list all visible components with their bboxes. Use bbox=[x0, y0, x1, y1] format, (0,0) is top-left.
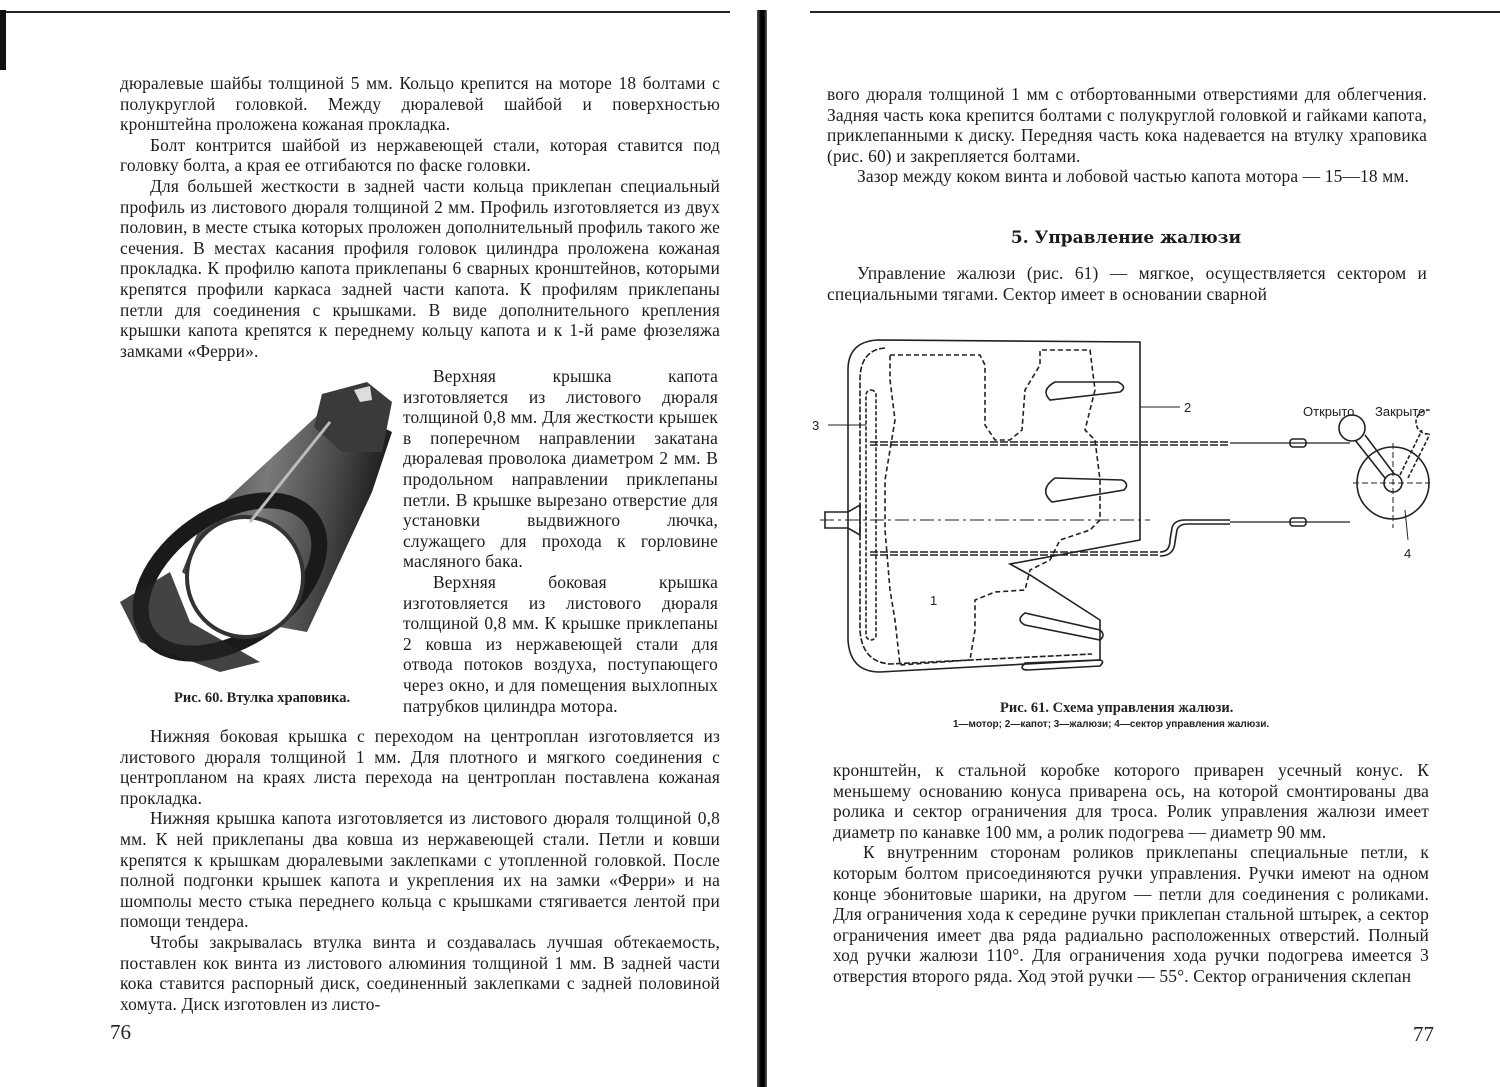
paragraph: дюралевые шайбы толщиной 5 мм. Кольцо крепится на моторе 18 болтами с полукруглой головкой. Между дюралевой шайбой и поверхностью кронштейна проложена кожаная прокладка. bbox=[120, 73, 720, 135]
figure-61-shutter-control-diagram bbox=[810, 330, 1430, 690]
paragraph: Болт контрится шайбой из нержавеющей стали, которая ставится под головку болта, а края ее отгибаются по фаске головки. bbox=[120, 134, 720, 176]
page-number-right: 77 bbox=[1413, 1022, 1434, 1046]
label-shutters: 3 bbox=[812, 418, 820, 433]
paragraph: кронштейн, к стальной коробке которого приварен усечный конус. К меньшему основанию конуса приварена ось, на которой смонтированы два ролика и сектор ограничения для троса. Ролик управления жалюзи имеет диаметр по канавке 100 мм, а ролик подогрева — диаметр 90 мм. bbox=[833, 760, 1429, 842]
paragraph: Зазор между коком винта и лобовой частью капота мотора — 15—18 мм. bbox=[857, 166, 1410, 187]
figure-61-legend: 1—мотор; 2—капот; 3—жалюзи; 4—сектор управления жалюзи. bbox=[953, 719, 1270, 730]
paragraph: Нижняя боковая крышка с переходом на центроплан изготовляется из листового дюраля толщиной 1 мм. Для плотного и мягкого соединения с центропланом на краях листа перехода на центроплан поставлена кожаная прокладка. bbox=[120, 726, 720, 808]
shutter-control-schematic-icon bbox=[810, 330, 1430, 690]
label-open: Открыто bbox=[1303, 404, 1355, 419]
label-sector: 4 bbox=[1404, 546, 1412, 561]
left-text-top bbox=[120, 73, 720, 361]
ratchet-sleeve-photo-icon bbox=[110, 372, 400, 672]
paragraph: вого дюраля толщиной 1 мм с отбортованными отверстиями для облегчения. Задняя часть кока крепится болтами с полукруглой головкой и гайками капота, приклепанными к диску. Передняя часть кока надевается на втулку храповика (рис. 60) и закрепляется болтами. bbox=[827, 84, 1427, 166]
label-motor: 1 bbox=[930, 593, 938, 608]
paragraph: Для большей жесткости в задней части кольца приклепан специальный профиль из листового дюраля толщиной 2 мм. Профиль изготовляется из двух половин, в месте стыка которых проложен дополнительный профиль такого же сечения. В местах касания профиля головок цилиндра проложена кожаная прокладка. К профилю капота приклепаны 6 сварных кронштейнов, которыми крепятся профили каркаса задней части капота. К профилям приклепаны петли для соединения с крышками. В виде дополнительного крепления крышки капота крепятся к переднему кольцу капота и к 1-й раме фюзеляжа замками «Ферри». bbox=[120, 175, 720, 361]
right-text-top bbox=[827, 84, 1427, 187]
right-text-bottom bbox=[833, 760, 1429, 987]
left-text-beside-figure bbox=[403, 366, 718, 716]
figure-60-ratchet-sleeve bbox=[110, 372, 400, 672]
page-number-left: 76 bbox=[110, 1020, 131, 1044]
paragraph: Верхняя крышка капота изготовляется из листового дюраля толщиной 0,8 мм. Для жесткости крышек в поперечном направлении закатана дюралевая проволока диаметром 2 мм. В продольном направлении приклепаны петли. В крышке вырезано отверстие для установки выдвижного лючка, служащего для прохода к горловине масляного бака. bbox=[403, 366, 718, 572]
paragraph: К внутренним сторонам роликов приклепаны специальные петли, к которым болтом присоединяются ручки управления. Ручки имеют на одном конце эбонитовые шарики, на другом — петли для соединения с роликами. Для ограничения хода к середине ручки приклепан стальной штырек, а сектор ограничения имеет два ряда радиально расположенных отверстий. Полный ход ручки жалюзи 110°. Для ограничения хода ручки подогрева имеется 3 отверстия второго ряда. Ход этой ручки — 55°. Сектор ограничения склепан bbox=[833, 842, 1429, 986]
label-closed: Закрыто bbox=[1375, 404, 1426, 419]
figure-61-caption: Рис. 61. Схема управления жалюзи. bbox=[1000, 700, 1234, 716]
paragraph: Нижняя крышка капота изготовляется из листового дюраля толщиной 0,8 мм. К ней приклепаны два ковша из нержавеющей стали. Петли и ковши крепятся к крышкам дюралевыми заклепками с утопленной головкой. После полной подгонки крышек капота и укрепления их на замки «Ферри» и на шомполы место стыка переднего кольца с крышками стягивается лентой при помощи тендера. bbox=[120, 808, 720, 932]
label-cowl: 2 bbox=[1184, 400, 1192, 415]
book-spine-shadow bbox=[757, 10, 767, 1087]
figure-60-caption: Рис. 60. Втулка храповика. bbox=[174, 690, 351, 706]
paragraph: Управление жалюзи (рис. 61) — мягкое, осуществляется сектором и специальными тягами. Сектор имеет в основании сварной bbox=[827, 263, 1427, 304]
left-page bbox=[110, 0, 722, 1087]
left-text-bottom bbox=[120, 726, 720, 1014]
right-page bbox=[812, 0, 1434, 1087]
section-heading: 5. Управление жалюзи bbox=[1010, 228, 1242, 248]
paragraph: Чтобы закрывалась втулка винта и создавалась лучшая обтекаемость, поставлен кок винта из листового алюминия толщиной 1 мм. В задней части кока ставится распорный диск, соединенный заклепками с задней половиной хомута. Диск изготовлен из листо- bbox=[120, 931, 720, 1014]
right-text-mid bbox=[827, 263, 1427, 304]
paragraph: Верхняя боковая крышка изготовляется из листового дюраля толщиной 0,8 мм. К крышке приклепаны 2 ковша из нержавеющей стали для отвода потоков воздуха, поступающего через окно, и для помещения выхлопных патрубков цилиндра мотора. bbox=[403, 571, 718, 716]
page-edge-shadow bbox=[0, 10, 6, 70]
